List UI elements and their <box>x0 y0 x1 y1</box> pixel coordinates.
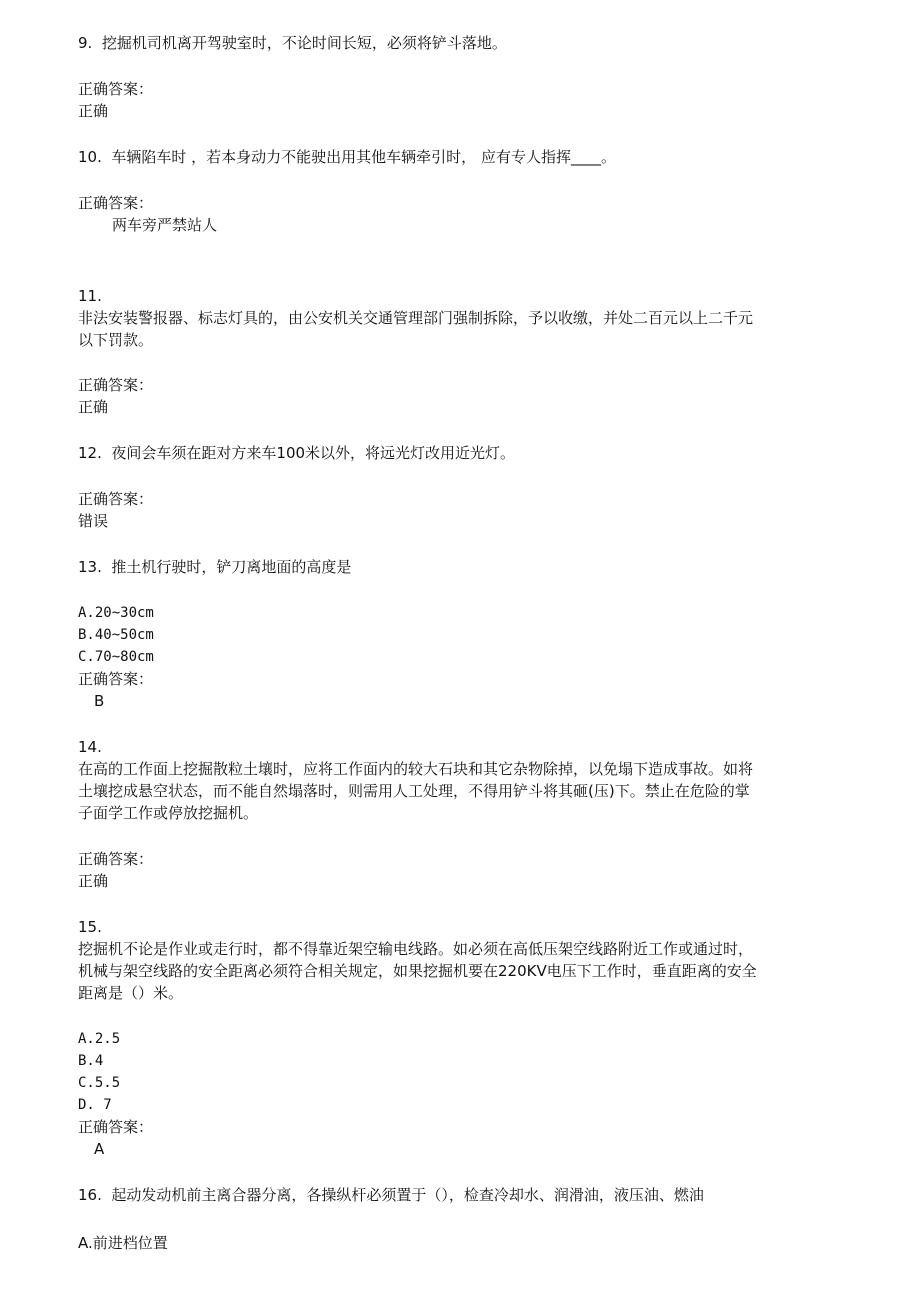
question-text: 车辆陷车时 ，若本身动力不能驶出用其他车辆牵引时， 应有专人指挥____。 <box>111 148 616 166</box>
question-text-line: 在高的工作面上挖掘散粒土壤时，应将工作面内的较大石块和其它杂物除掉，以免塌下造成事故。如将 <box>78 760 754 778</box>
question-text-line: 挖掘机不论是作业或走行时，都不得靠近架空输电线路。如必须在高低压架空线路附近工作或通过时， <box>78 940 754 958</box>
answer-label: 正确答案： <box>78 1118 154 1136</box>
option-c: C.70~80cm <box>78 649 154 665</box>
answer-label: 正确答案： <box>78 490 154 508</box>
option-b: B.40~50cm <box>78 627 154 643</box>
question-text-line: 以下罚款。 <box>78 331 154 349</box>
answer-value: 错误 <box>78 512 109 530</box>
option-a: A.前进档位置 <box>78 1234 168 1252</box>
question-number: 14. <box>78 738 102 756</box>
option-a: A.20~30cm <box>78 605 154 621</box>
question-number: 10. <box>78 148 102 166</box>
question-number: 16. <box>78 1186 102 1204</box>
answer-value: 正确 <box>78 102 109 120</box>
answer-label: 正确答案： <box>78 194 154 212</box>
question-text-line: 土壤挖成悬空状态，而不能自然塌落时，则需用人工处理，不得用铲斗将其砸(压)下。禁止在危险的掌 <box>78 782 750 800</box>
question-text: 挖掘机司机离开驾驶室时，不论时间长短，必须将铲斗落地。 <box>101 34 507 52</box>
answer-value: 正确 <box>78 398 109 416</box>
question-12 <box>78 442 515 464</box>
answer-value: 正确 <box>78 872 109 890</box>
question-number: 15. <box>78 918 102 936</box>
option-a: A.2.5 <box>78 1031 121 1047</box>
answer-value: A <box>94 1140 105 1158</box>
answer-label: 正确答案： <box>78 670 154 688</box>
question-16 <box>78 1184 704 1206</box>
answer-label: 正确答案： <box>78 80 154 98</box>
option-c: C.5.5 <box>78 1075 121 1091</box>
question-number: 12. <box>78 444 102 462</box>
question-text-line: 距离是（）米。 <box>78 984 184 1002</box>
question-text: 夜间会车须在距对方来车100米以外，将远光灯改用近光灯。 <box>111 444 516 462</box>
question-text: 起动发动机前主离合器分离，各操纵杆必须置于（），检查冷却水、润滑油，液压油、燃油 <box>111 1186 704 1204</box>
question-text-line: 机械与架空线路的安全距离必须符合相关规定，如果挖掘机要在220KV电压下工作时，垂直距离的安全 <box>78 962 757 980</box>
question-13 <box>78 556 351 578</box>
question-number: 11. <box>78 287 102 305</box>
question-text: 推土机行驶时，铲刀离地面的高度是 <box>111 558 352 576</box>
question-number: 9. <box>78 34 93 52</box>
question-text-line: 子面学工作或停放挖掘机。 <box>78 804 259 822</box>
question-number: 13. <box>78 558 102 576</box>
answer-label: 正确答案： <box>78 376 154 394</box>
question-9 <box>78 32 507 54</box>
question-text-line: 非法安装警报器、标志灯具的，由公安机关交通管理部门强制拆除，予以收缴，并处二百元以上二千元 <box>78 309 754 327</box>
option-d: D. 7 <box>78 1097 112 1113</box>
answer-value: 两车旁严禁站人 <box>112 216 218 234</box>
answer-label: 正确答案： <box>78 850 154 868</box>
answer-value: B <box>94 692 105 710</box>
question-10 <box>78 146 616 168</box>
option-b: B.4 <box>78 1053 104 1069</box>
